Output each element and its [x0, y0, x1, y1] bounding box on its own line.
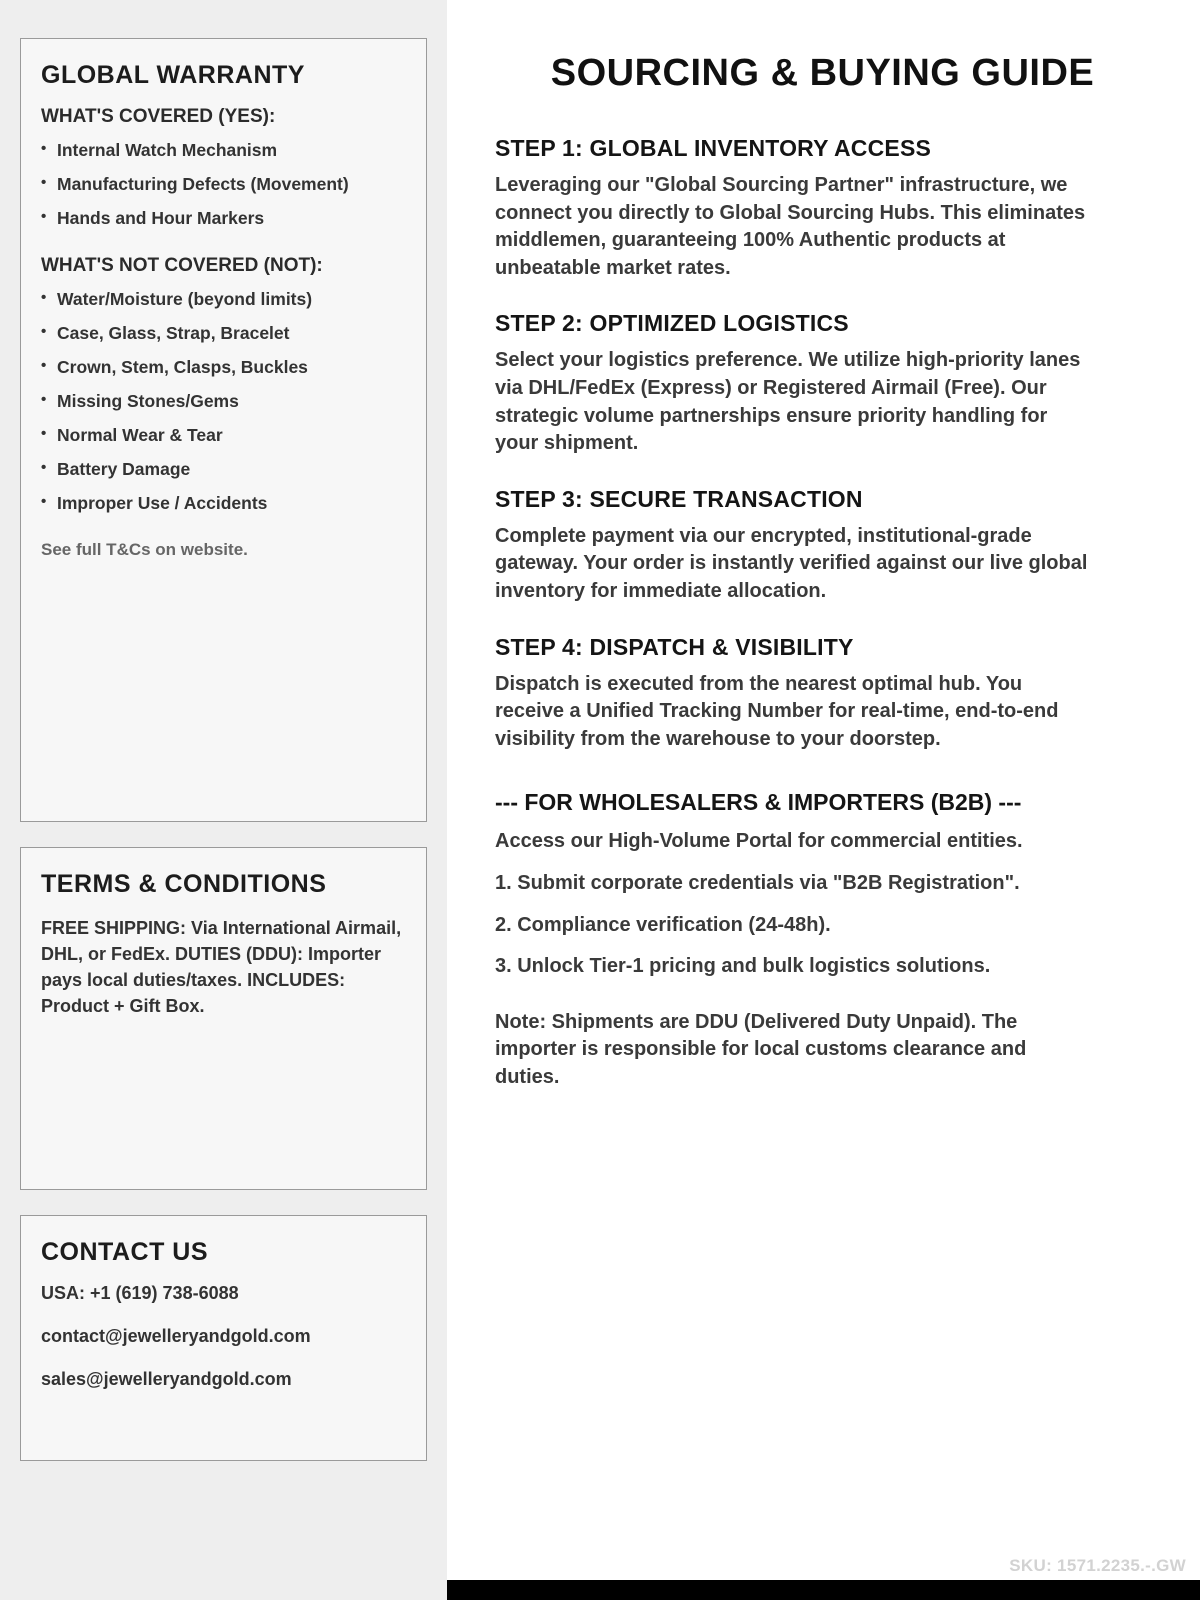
- list-item: • Improper Use / Accidents: [41, 493, 406, 514]
- step-4-section: [495, 634, 1150, 754]
- not-covered-list: [41, 289, 406, 514]
- b2b-item-2: 2. Compliance verification (24-48h).: [495, 913, 831, 936]
- list-item: • Battery Damage: [41, 459, 406, 480]
- step-4-body: Dispatch is executed from the nearest optimal hub. You receive a Unified Tracking Number for real-time, end-to-end visibility from the warehouse to your doorstep.: [495, 672, 1059, 750]
- step-2-section: [495, 310, 1150, 457]
- step-4-heading: STEP 4: DISPATCH & VISIBILITY: [495, 633, 854, 660]
- step-3-section: [495, 486, 1150, 606]
- step-3-body: Complete payment via our encrypted, institutional-grade gateway. Your order is instantly verified against our live global inventory for immediate allocation.: [495, 524, 1088, 602]
- list-item: • Manufacturing Defects (Movement): [41, 174, 406, 195]
- list-item: • Water/Moisture (beyond limits): [41, 289, 406, 310]
- global-warranty-box: [20, 38, 427, 822]
- list-item: • Normal Wear & Tear: [41, 425, 406, 446]
- sku-label: SKU: 1571.2235.-.GW: [1009, 1556, 1186, 1575]
- sidebar: [0, 0, 447, 1600]
- list-item: • Missing Stones/Gems: [41, 391, 406, 412]
- contact-us-box: [20, 1215, 427, 1461]
- page-title: SOURCING & BUYING GUIDE: [550, 52, 1095, 94]
- b2b-heading: --- FOR WHOLESALERS & IMPORTERS (B2B) ---: [495, 789, 1022, 816]
- covered-title: WHAT'S COVERED (YES):: [41, 106, 276, 127]
- list-item: • Internal Watch Mechanism: [41, 140, 406, 161]
- bottom-bar: [447, 1580, 1200, 1600]
- contact-title: CONTACT US: [41, 1238, 209, 1266]
- b2b-item-1: 1. Submit corporate credentials via "B2B Registration".: [495, 871, 1020, 894]
- terms-body: FREE SHIPPING: Via International Airmail, DHL, or FedEx. DUTIES (DDU): Importer pays local duties/taxes. INCLUDES: Product + Gift Box.: [41, 918, 402, 1017]
- not-covered-title: WHAT'S NOT COVERED (NOT):: [41, 255, 323, 276]
- contact-phone: USA: +1 (619) 738-6088: [41, 1283, 239, 1303]
- main-content: [447, 0, 1200, 1600]
- b2b-item-3: 3. Unlock Tier-1 pricing and bulk logistics solutions.: [495, 955, 991, 978]
- warranty-footnote: See full T&Cs on website.: [41, 540, 248, 559]
- terms-conditions-box: [20, 847, 427, 1190]
- list-item: • Crown, Stem, Clasps, Buckles: [41, 357, 406, 378]
- b2b-section: [495, 789, 1150, 1091]
- contact-email-primary: contact@jewelleryandgold.com: [41, 1326, 311, 1346]
- step-1-heading: STEP 1: GLOBAL INVENTORY ACCESS: [495, 135, 932, 161]
- step-2-body: Select your logistics preference. We utilize high-priority lanes via DHL/FedEx (Express) or Registered Airmail (Free). Our strategic volume partnerships ensure priority handling for your shipment.: [495, 349, 1081, 455]
- warranty-title: GLOBAL WARRANTY: [41, 61, 305, 89]
- b2b-intro: Access our High-Volume Portal for commercial entities.: [495, 830, 1023, 853]
- list-item: • Case, Glass, Strap, Bracelet: [41, 323, 406, 344]
- b2b-note: Note: Shipments are DDU (Delivered Duty Unpaid). The importer is responsible for local customs clearance and duties.: [495, 1010, 1027, 1088]
- step-2-heading: STEP 2: OPTIMIZED LOGISTICS: [495, 310, 849, 337]
- contact-email-sales: sales@jewelleryandgold.com: [41, 1369, 292, 1389]
- step-1-body: Leveraging our "Global Sourcing Partner" infrastructure, we connect you directly to Global Sourcing Hubs. This eliminates middlemen, guaranteeing 100% Authentic products at unbeatable market rates.: [495, 174, 1086, 279]
- terms-title: TERMS & CONDITIONS: [41, 870, 327, 898]
- step-1-section: [495, 135, 1150, 282]
- list-item: • Hands and Hour Markers: [41, 208, 406, 229]
- step-3-heading: STEP 3: SECURE TRANSACTION: [495, 485, 863, 512]
- covered-list: [41, 140, 406, 229]
